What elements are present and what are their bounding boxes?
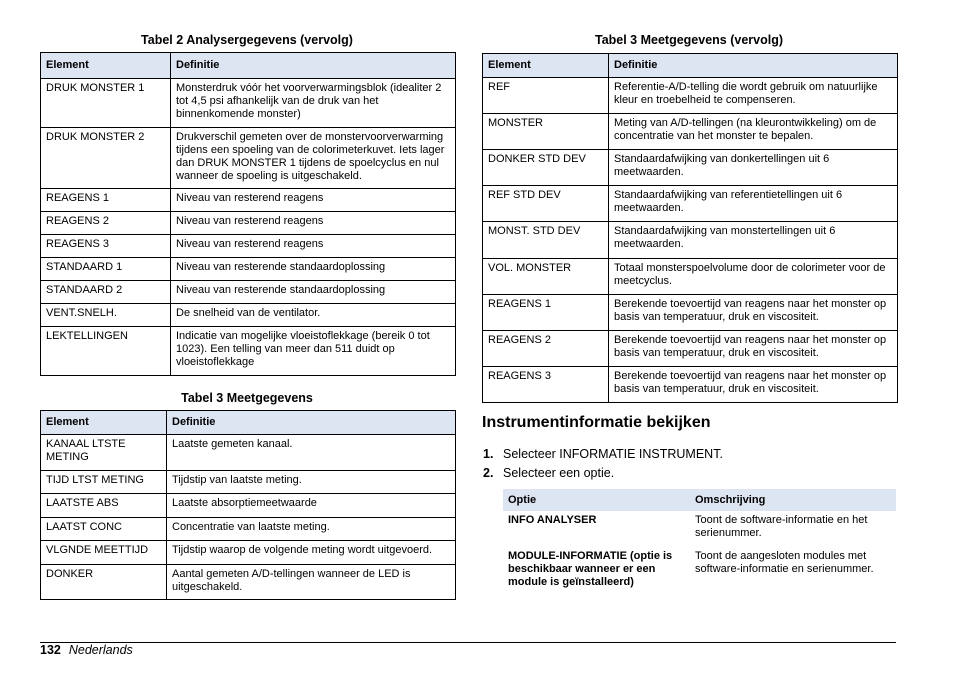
element-cell: REAGENS 3 xyxy=(41,235,171,258)
footer-divider xyxy=(40,642,896,643)
element-cell: STANDAARD 2 xyxy=(41,281,171,304)
table-row xyxy=(41,128,456,189)
step-number: 2. xyxy=(483,466,494,480)
table-row xyxy=(41,258,456,281)
definition-cell: Referentie-A/D-telling die wordt gebruik om natuurlijke kleur en troebelheid te compenseren. xyxy=(609,78,898,114)
table-row xyxy=(483,367,898,403)
table-row xyxy=(483,259,898,295)
table-row xyxy=(483,186,898,222)
element-cell: VLGNDE MEETTIJD xyxy=(41,541,167,565)
option-description: Toont de aangesloten modules met software-informatie en serienummer. xyxy=(695,550,874,575)
definition-cell: Laatste gemeten kanaal. xyxy=(167,435,456,471)
element-cell: REF xyxy=(483,78,609,114)
table2-caption: Tabel 2 Analysergegevens (vervolg) xyxy=(141,33,353,47)
element-cell: MONST. STD DEV xyxy=(483,222,609,259)
definition-cell: Aantal gemeten A/D-tellingen wanneer de LED is uitgeschakeld. xyxy=(167,565,456,600)
footer-language: Nederlands xyxy=(68,643,133,657)
element-cell: REF STD DEV xyxy=(483,186,609,222)
step-text: Selecteer een optie. xyxy=(503,466,615,480)
definition-cell: Concentratie van laatste meting. xyxy=(167,518,456,541)
definition-cell: Standaardafwijking van monstertellingen uit 6 meetwaarden. xyxy=(609,222,898,259)
table-row xyxy=(483,150,898,186)
element-cell: VENT.SNELH. xyxy=(41,304,171,327)
table-row xyxy=(483,331,898,367)
column-header-definitie: Definitie xyxy=(609,54,898,78)
definition-cell: Berekende toevoertijd van reagens naar het monster op basis van temperatuur, druk en viscositeit. xyxy=(609,367,898,403)
table3-continued xyxy=(482,53,898,403)
table-row xyxy=(483,114,898,150)
definition-cell: Tijdstip van laatste meting. xyxy=(167,471,456,494)
page-number: 132 xyxy=(40,643,61,657)
definition-cell: Standaardafwijking van referentietellingen uit 6 meetwaarden. xyxy=(609,186,898,222)
table-row xyxy=(41,189,456,212)
table-row xyxy=(483,222,898,259)
page-footer xyxy=(40,643,133,657)
table-row xyxy=(483,295,898,331)
element-cell: LAATST CONC xyxy=(41,518,167,541)
element-cell: KANAAL LTSTE METING xyxy=(41,435,167,471)
element-cell: REAGENS 1 xyxy=(41,189,171,212)
element-cell: VOL. MONSTER xyxy=(483,259,609,295)
element-cell: DRUK MONSTER 1 xyxy=(41,79,171,128)
table-row xyxy=(41,235,456,258)
table-row xyxy=(503,511,896,547)
element-cell: LEKTELLINGEN xyxy=(41,327,171,376)
table3-continued-caption: Tabel 3 Meetgegevens (vervolg) xyxy=(594,33,784,47)
table-header-row xyxy=(503,489,896,511)
section-heading: Instrumentinformatie bekijken xyxy=(482,414,711,431)
option-name: MODULE-INFORMATIE (optie is beschikbaar wanneer er een module is geïnstalleerd) xyxy=(508,550,673,588)
column-header-element: Element xyxy=(41,53,171,79)
table-row xyxy=(41,565,456,600)
column-header-element: Element xyxy=(483,54,609,78)
table-row xyxy=(41,471,456,494)
definition-cell: Laatste absorptiemeetwaarde xyxy=(167,494,456,518)
definition-cell: De snelheid van de ventilator. xyxy=(171,304,456,327)
table3-caption: Tabel 3 Meetgegevens xyxy=(181,391,313,405)
definition-cell: Niveau van resterend reagens xyxy=(171,235,456,258)
element-cell: STANDAARD 1 xyxy=(41,258,171,281)
element-cell: REAGENS 1 xyxy=(483,295,609,331)
definition-cell: Niveau van resterend reagens xyxy=(171,189,456,212)
column-header-optie: Optie xyxy=(503,489,690,511)
element-cell: REAGENS 2 xyxy=(41,212,171,235)
element-cell: DRUK MONSTER 2 xyxy=(41,128,171,189)
option-description: Toont de software-informatie en het serienummer. xyxy=(695,514,868,539)
table-row xyxy=(41,435,456,471)
column-header-element: Element xyxy=(41,411,167,435)
definition-cell: Standaardafwijking van donkertellingen uit 6 meetwaarden. xyxy=(609,150,898,186)
table-header-row xyxy=(41,411,456,435)
definition-cell: Indicatie van mogelijke vloeistoflekkage (bereik 0 tot 1023). Een telling van meer dan 511 duidt op vloeistoflekkage xyxy=(171,327,456,376)
table3 xyxy=(40,410,456,600)
step-1 xyxy=(483,447,723,461)
definition-cell: Niveau van resterende standaardoplossing xyxy=(171,281,456,304)
table-row xyxy=(41,212,456,235)
element-cell: REAGENS 3 xyxy=(483,367,609,403)
element-cell: MONSTER xyxy=(483,114,609,150)
definition-cell: Totaal monsterspoelvolume door de colorimeter voor de meetcyclus. xyxy=(609,259,898,295)
table-row xyxy=(483,78,898,114)
table-header-row xyxy=(41,53,456,79)
step-number: 1. xyxy=(483,447,494,461)
definition-cell: Berekende toevoertijd van reagens naar het monster op basis van temperatuur, druk en viscositeit. xyxy=(609,331,898,367)
definition-cell: Drukverschil gemeten over de monstervoorverwarming tijdens een spoeling van de colorimeterkuvet. Iets lager dan DRUK MONSTER 1 tijdens de spoelcyclus en nul wanneer de spoeling is uitgeschakeld. xyxy=(171,128,456,189)
table-row xyxy=(41,518,456,541)
table-row xyxy=(41,304,456,327)
option-name: INFO ANALYSER xyxy=(508,514,597,526)
element-cell: DONKER xyxy=(41,565,167,600)
table-row xyxy=(503,547,896,593)
column-header-omschrijving: Omschrijving xyxy=(690,489,896,511)
definition-cell: Berekende toevoertijd van reagens naar het monster op basis van temperatuur, druk en viscositeit. xyxy=(609,295,898,331)
column-header-definitie: Definitie xyxy=(167,411,456,435)
definition-cell: Meting van A/D-tellingen (na kleurontwikkeling) om de concentratie van het monster te bepalen. xyxy=(609,114,898,150)
definition-cell: Niveau van resterend reagens xyxy=(171,212,456,235)
element-cell: DONKER STD DEV xyxy=(483,150,609,186)
table-header-row xyxy=(483,54,898,78)
table-row xyxy=(41,494,456,518)
element-cell: TIJD LTST METING xyxy=(41,471,167,494)
table-row xyxy=(41,327,456,376)
table2 xyxy=(40,52,456,376)
element-cell: REAGENS 2 xyxy=(483,331,609,367)
definition-cell: Tijdstip waarop de volgende meting wordt uitgevoerd. xyxy=(167,541,456,565)
options-table xyxy=(503,489,896,593)
definition-cell: Monsterdruk vóór het voorverwarmingsblok (idealiter 2 tot 4,5 psi afhankelijk van de druk van het binnenkomende monster) xyxy=(171,79,456,128)
table-row xyxy=(41,281,456,304)
table-row xyxy=(41,79,456,128)
table-row xyxy=(41,541,456,565)
step-2 xyxy=(483,466,614,480)
step-text: Selecteer INFORMATIE INSTRUMENT. xyxy=(503,447,723,461)
element-cell: LAATSTE ABS xyxy=(41,494,167,518)
column-header-definitie: Definitie xyxy=(171,53,456,79)
definition-cell: Niveau van resterende standaardoplossing xyxy=(171,258,456,281)
